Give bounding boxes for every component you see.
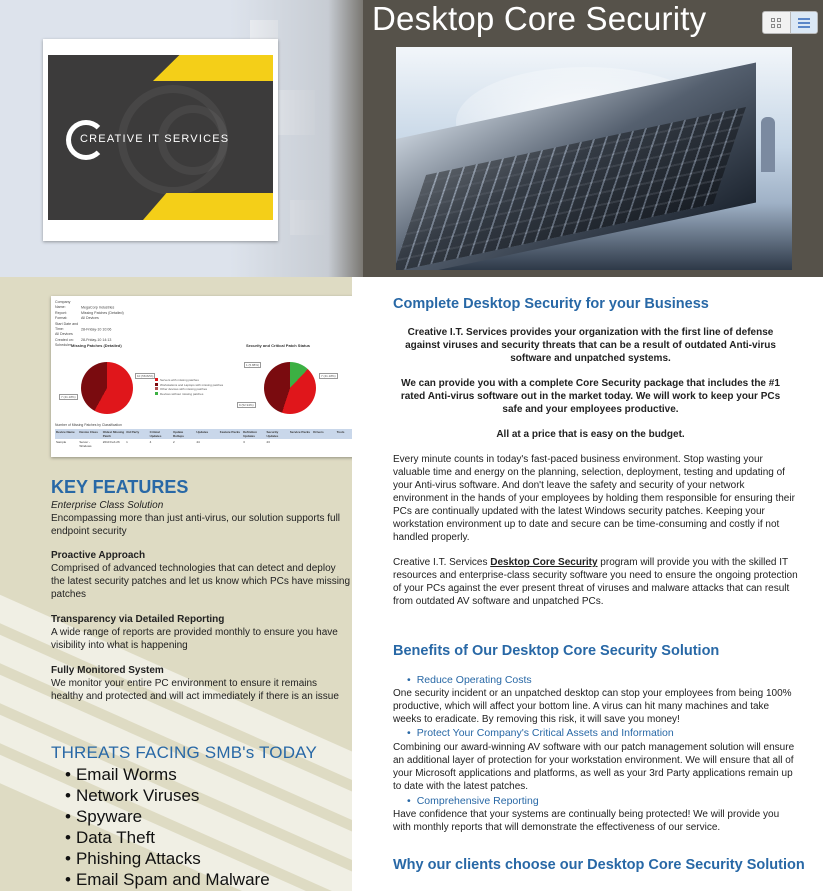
heading-complete-security: Complete Desktop Security for your Business <box>393 296 709 312</box>
body-paragraph-2: Creative I.T. Services Desktop Core Security program will provide you with the skilled IT resources and enterprise-class security software you need to ensure the ongoing protection of your PCs against the ever present threat of viruses and malware attacks that can result from outdated AV software and unpatched PCs. <box>393 557 798 607</box>
body-paragraph-1: Every minute counts in today's fast-paced business environment. Stop wasting your valuable time and energy on the planning, selection, deployment, testing and updating of your Anti-virus software. And don't leave the safety and security of your network environment in the hands of your employees by holding them responsible for ensuring their PCs are continually updated with the latest Windows security patches. Keeping your workstation environment up to date and secure can be time-consuming and costly if not handled properly. <box>393 454 795 543</box>
header-banner <box>0 0 823 277</box>
feature-title: Transparency via Detailed Reporting <box>51 614 225 625</box>
benefit-body: Combining our award-winning AV software with our patch management solution will ensure an additional layer of protection for your workstation environment. We will ensure that all of your Microsoft applications and platforms, as well as your 3rd Party applications remain up to date with the latest patches. <box>393 742 795 792</box>
heading-why-clients: Why our clients choose our Desktop Core Security Solution <box>393 857 805 873</box>
feature-body: Comprised of advanced technologies that can detect and deploy the latest security patches and let us know which PCs have missing patches <box>51 563 351 600</box>
benefit-title-reporting: • Comprehensive Reporting <box>407 795 539 808</box>
benefit-body: One security incident or an unpatched desktop can stop your employees from being 100% productive, which will affect your bottom line. A virus can hit many machines and take weeks to eradicate. By removing this risk, it will save you money! <box>393 688 792 725</box>
report-table: Number of Missing Patches by Classification Device Name Device Class Oldest Missing Patch 3rd Party Critical Updates Update Rollups Updates Feature Packs Definition Updates Security Updates Service Packs Drivers Tools Sample Server - Windows 2010 Feb 26 1 4 2 44 3 23 <box>55 423 352 449</box>
report-thumbnail: Company Name: MegaCorp Industries Report: Missing Patches (Detailed) Format: All Devices Start Date and Time: 28-Friday-10 10:06 All Devices Created on: 28-Friday-10 14:13 Scheduler: Missing Patches (Detailed) Security and Critical Patch Status 7 (41.18%) 10 (58.82%) Servers with missing patches Workstations and Laptops with missing patches Other devices with missing patches Devices without missing patches 1 (5.88%) 7 (41.18%) 9 (52.94%) Number of Missing Patches by Classification Device Name Device Class Oldest Missing Patch 3rd Party Critical Updates Update Rollups Updates Feature Packs Definition Updates Security Updates Service Packs Drivers Tools Sample Server - Windows 2010 Feb 26 1 4 2 44 3 23 <box>51 296 352 457</box>
grid-view-button[interactable] <box>763 12 790 33</box>
intro-paragraph-2: We can provide you with a complete Core Security package that includes the #1 rated Anti-virus software out in the market today. We will work to keep your PCs safe and your employees productive. <box>400 378 781 415</box>
feature-title: Fully Monitored System <box>51 665 164 676</box>
feature-proactive-approach <box>51 549 351 601</box>
company-logo-card <box>43 39 278 241</box>
list-view-icon <box>798 18 810 28</box>
report-chart1-title: Missing Patches (Detailed) <box>71 343 122 348</box>
threats-list <box>65 764 270 890</box>
key-features-heading: KEY FEATURES <box>51 477 189 497</box>
feature-body: Encompassing more than just anti-virus, our solution supports full endpoint security <box>51 513 341 537</box>
list-item: • Spyware <box>65 806 270 827</box>
list-item: • Email Spam and Malware <box>65 869 270 890</box>
hero-photo-laptop <box>396 47 792 270</box>
grid-view-icon <box>771 18 781 28</box>
list-item: • Email Worms <box>65 764 270 785</box>
intro-paragraph-3: All at a price that is easy on the budget. <box>496 429 685 440</box>
right-column <box>352 277 823 891</box>
feature-body: A wide range of reports are provided monthly to ensure you have visibility into what is happening <box>51 627 338 651</box>
logo-wordmark: CREATIVE IT SERVICES <box>80 133 230 145</box>
benefit-body: Have confidence that your systems are continually being protected! We will provide you with monthly reports that will demonstrate the effectiveness of our service. <box>393 809 780 833</box>
feature-body: We monitor your entire PC environment to ensure it remains healthy and protected and will act immediately if there is an issue <box>51 678 339 702</box>
benefit-title-reduce-costs: • Reduce Operating Costs <box>407 674 532 687</box>
pie-chart-patch-status <box>264 362 316 414</box>
list-item: • Network Viruses <box>65 785 270 806</box>
desktop-core-security-link[interactable]: Desktop Core Security <box>490 557 598 568</box>
pie-chart-missing-patches <box>81 362 133 414</box>
list-item: • Phishing Attacks <box>65 848 270 869</box>
intro-paragraph-1: Creative I.T. Services provides your organization with the first line of defense against viruses and security threats that can be a result of outdated Anti-virus software and unpatched systems. <box>405 327 776 364</box>
report-meta: Company Name: MegaCorp Industries Report: Missing Patches (Detailed) Format: All Devices Start Date and Time: 28-Friday-10 10:06 All Devices Created on: 28-Friday-10 14:13 Scheduler: <box>55 300 124 348</box>
benefit-title-protect-assets: • Protect Your Company's Critical Assets and Information <box>407 727 674 740</box>
left-column <box>0 277 352 891</box>
feature-enterprise-class <box>51 499 351 538</box>
threats-heading: THREATS FACING SMB's TODAY <box>51 743 318 762</box>
company-logo <box>48 55 273 220</box>
report-legend: Servers with missing patches Workstations and Laptops with missing patches Other devices with missing patches Devices without missing patches <box>155 378 223 396</box>
feature-title: Enterprise Class Solution <box>51 500 164 511</box>
page-title: Desktop Core Security <box>372 0 707 37</box>
list-item: • Data Theft <box>65 827 270 848</box>
view-toggle[interactable] <box>762 11 818 34</box>
report-chart2-title: Security and Critical Patch Status <box>246 343 311 348</box>
feature-fully-monitored <box>51 664 351 703</box>
heading-benefits: Benefits of Our Desktop Core Security Solution <box>393 643 720 659</box>
feature-title: Proactive Approach <box>51 550 146 561</box>
list-view-button[interactable] <box>790 12 818 33</box>
feature-transparency <box>51 613 351 652</box>
